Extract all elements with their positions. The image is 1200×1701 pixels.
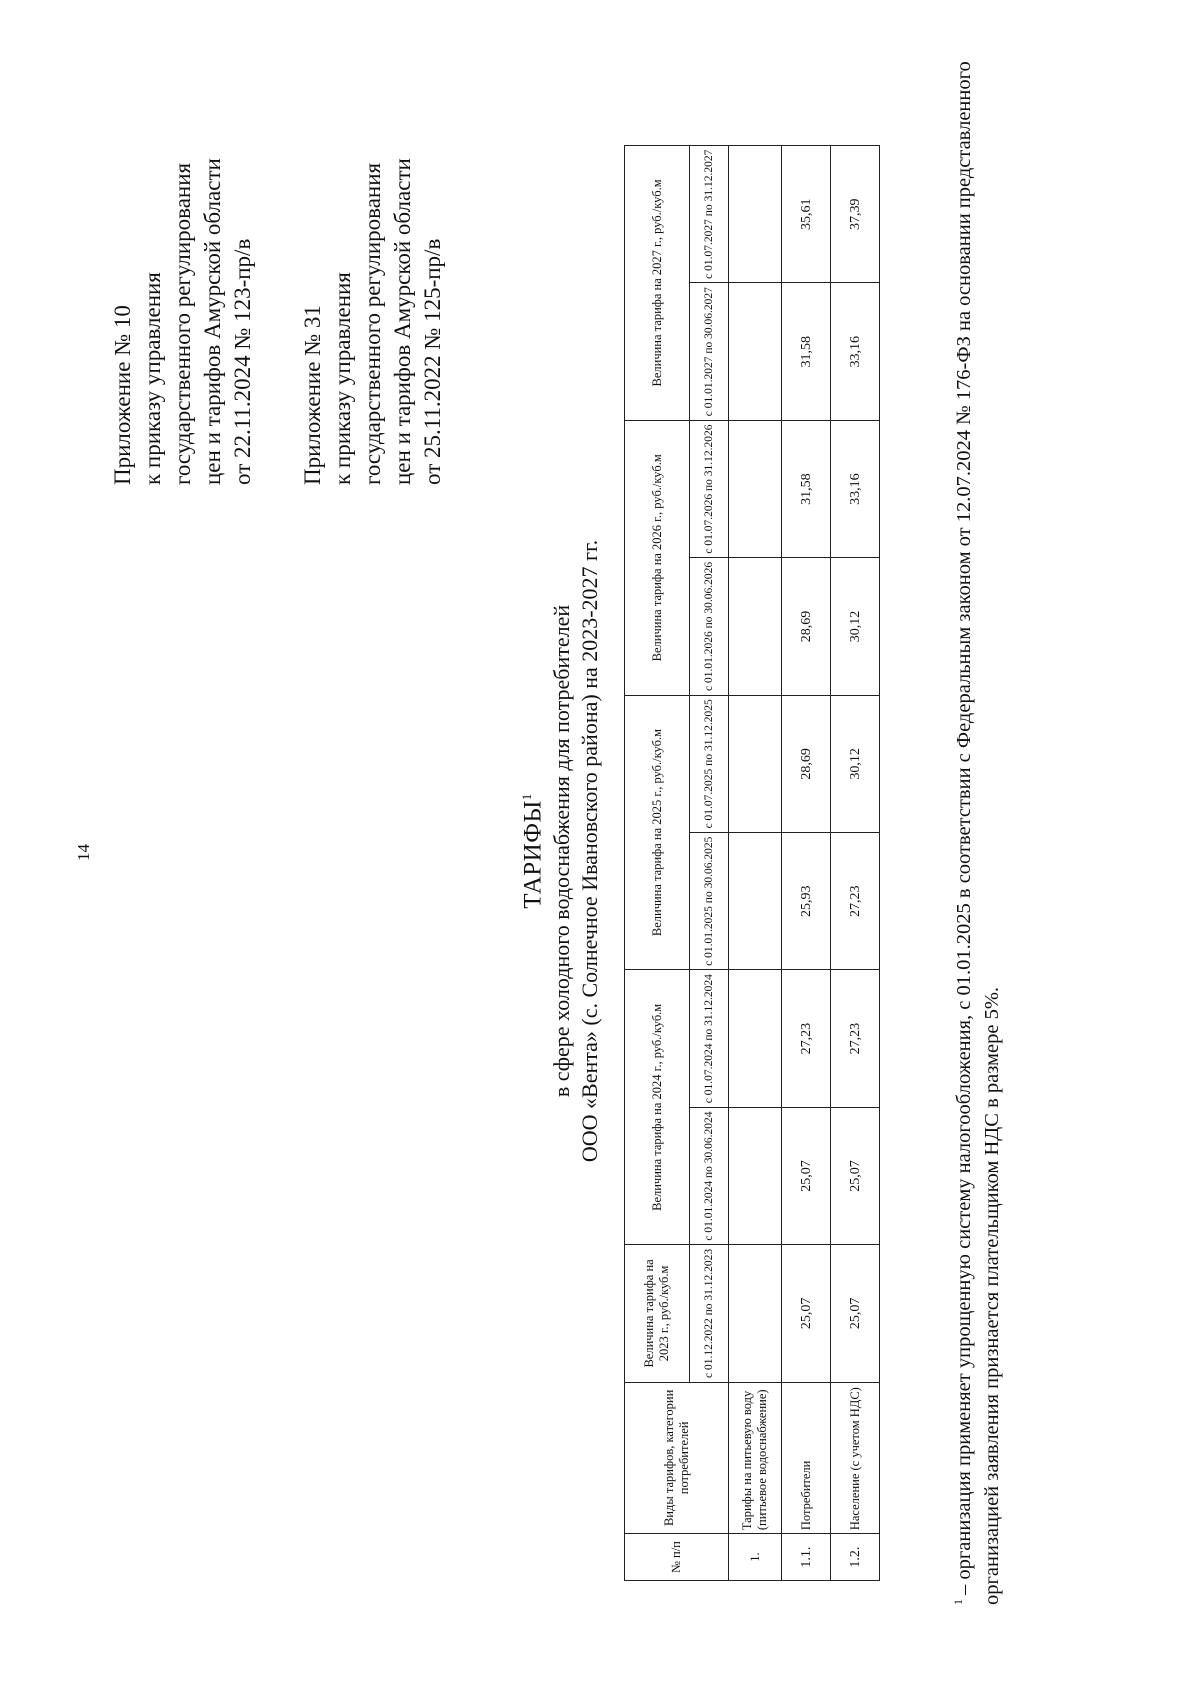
appendix-reference-1	[108, 158, 258, 485]
appendix-reference-2	[298, 158, 448, 485]
tariff-value	[729, 695, 782, 832]
row-label: Тарифы на питьевую воду (питьевое водоснабжение)	[729, 1382, 782, 1534]
tariff-value	[729, 1107, 782, 1244]
tariff-value: 30,12	[831, 558, 880, 695]
tariff-value: 25,07	[831, 1245, 880, 1382]
period-header: с 01.07.2026 по 31.12.2026	[690, 420, 729, 557]
period-header: с 01.01.2025 по 30.06.2025	[690, 833, 729, 970]
tariff-value: 33,16	[831, 420, 880, 557]
tariff-value	[729, 970, 782, 1107]
col-group-header: Величина тарифа на 2027 г., руб./куб.м	[625, 146, 690, 421]
period-header: с 01.07.2027 по 31.12.2027	[690, 146, 729, 283]
appendix-line: государственного регулирования	[170, 162, 195, 485]
title-line-1: в сфере холодного водоснабжения для потребителей	[549, 604, 575, 1098]
table-header-row	[625, 146, 690, 1581]
tariff-value	[729, 283, 782, 420]
row-number: 1.	[729, 1534, 782, 1581]
footnote-text: – организация применяет упрощенную систему налогообложения, с 01.01.2025 в соответствии с Федеральным законом от 12.07.2024 № 176-ФЗ на основании представленного организацией заявления признается плательщиком НДС в размере 5%.	[952, 61, 1003, 1605]
row-number: 1.2.	[831, 1534, 880, 1581]
tariff-value	[729, 558, 782, 695]
col-group-header: Величина тарифа на 2023 г., руб./куб.м	[625, 1245, 690, 1382]
tariff-value	[729, 146, 782, 283]
tariff-value: 28,69	[782, 558, 831, 695]
tariff-value	[729, 420, 782, 557]
appendix-line: Приложение № 31	[300, 305, 325, 485]
appendix-line: цен и тарифов Амурской области	[200, 158, 225, 485]
tariff-value: 25,07	[782, 1107, 831, 1244]
tariff-value: 25,07	[831, 1107, 880, 1244]
period-header: с 01.07.2025 по 31.12.2025	[690, 695, 729, 832]
tariff-value: 27,23	[782, 970, 831, 1107]
title-footnote-mark: 1	[519, 793, 534, 801]
tariff-value: 27,23	[831, 970, 880, 1107]
tariff-value: 33,16	[831, 283, 880, 420]
appendix-line: Приложение № 10	[110, 305, 135, 485]
page-number: 14	[74, 844, 93, 861]
appendix-line: к приказу управления	[140, 272, 165, 485]
tariff-value: 25,93	[782, 833, 831, 970]
period-header: с 01.01.2027 по 30.06.2027	[690, 283, 729, 420]
tariff-value	[729, 1245, 782, 1382]
table-period-row	[690, 146, 729, 1581]
tariff-value: 31,58	[782, 283, 831, 420]
col-group-header: Величина тарифа на 2026 г., руб./куб.м	[625, 420, 690, 695]
col-header-type: Виды тарифов, категории потребителей	[625, 1382, 729, 1534]
col-header-number: № п/п	[625, 1534, 729, 1581]
tariff-value: 25,07	[782, 1245, 831, 1382]
title-text: ТАРИФЫ	[519, 800, 547, 909]
period-header: с 01.12.2022 по 31.12.2023	[690, 1245, 729, 1382]
tariff-value: 37,39	[831, 146, 880, 283]
period-header: с 01.01.2024 по 30.06.2024	[690, 1107, 729, 1244]
appendix-line: к приказу управления	[330, 272, 355, 485]
row-label: Население (с учетом НДС)	[831, 1382, 880, 1534]
tariff-value: 27,23	[831, 833, 880, 970]
row-number: 1.1.	[782, 1534, 831, 1581]
document-title	[512, 201, 604, 1501]
period-header: с 01.07.2024 по 31.12.2024	[690, 970, 729, 1107]
tariff-value: 30,12	[831, 695, 880, 832]
col-group-header: Величина тарифа на 2025 г., руб./куб.м	[625, 695, 690, 970]
table-row	[782, 146, 831, 1581]
appendix-line: государственного регулирования	[360, 162, 385, 485]
col-group-header: Величина тарифа на 2024 г., руб./куб.м	[625, 970, 690, 1245]
table-row	[729, 146, 782, 1581]
title-main	[512, 201, 548, 1501]
tariff-value: 28,69	[782, 695, 831, 832]
tariff-value: 31,58	[782, 420, 831, 557]
footnote	[944, 45, 1006, 1605]
tariff-value	[729, 833, 782, 970]
title-line-2: ООО «Вента» (с. Солнечное Ивановского района) на 2023-2027 гг.	[577, 539, 603, 1163]
footnote-mark: 1	[951, 1599, 965, 1605]
appendix-line: от 25.11.2022 № 125-пр/в	[420, 238, 445, 485]
row-label: Потребители	[782, 1382, 831, 1534]
period-header: с 01.01.2026 по 30.06.2026	[690, 558, 729, 695]
tariff-value: 35,61	[782, 146, 831, 283]
table-row	[831, 146, 880, 1581]
appendix-line: от 22.11.2024 № 123-пр/в	[230, 238, 255, 485]
appendix-line: цен и тарифов Амурской области	[390, 158, 415, 485]
tariff-table	[624, 145, 880, 1581]
